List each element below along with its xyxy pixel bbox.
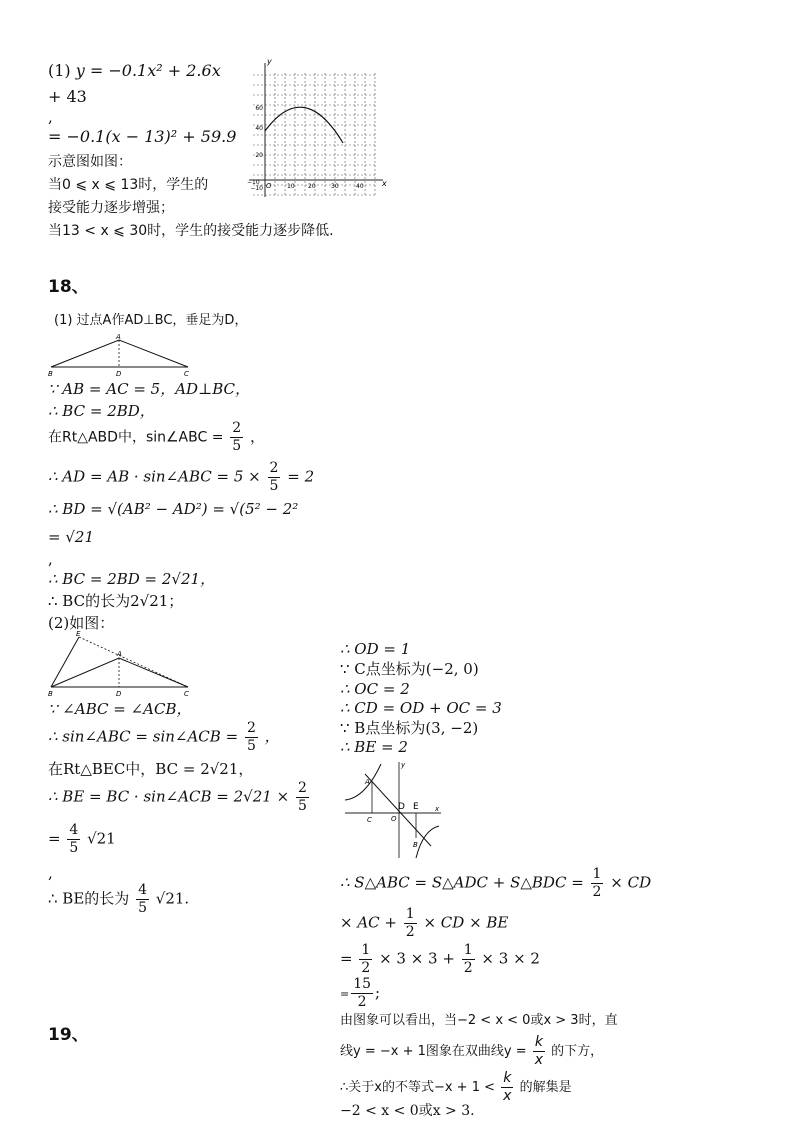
fig3-label-d: D	[398, 802, 405, 812]
text-increase-1: 当0 ⩽ x ⩽ 13时，学生的	[48, 177, 209, 193]
fraction: $\frac{1}{2}$	[592, 866, 602, 900]
fig2-label-d: D	[116, 690, 122, 698]
r-line-1: ∴ OD = 1	[340, 640, 411, 658]
r-line-3: ∴ OC = 2	[340, 680, 410, 698]
p1-line-7: ,	[48, 550, 53, 568]
fig3-label-e: E	[413, 802, 419, 812]
r-line-12: 线y = −x + 1图象在双曲线y = $\frac{k}{x}$ 的下方，	[340, 1034, 604, 1068]
graph-ytick-40: 40	[255, 125, 263, 132]
fig1-label-d: D	[116, 370, 122, 378]
fraction: $\frac{2}{5}$	[246, 720, 256, 754]
fig3-label-c: C	[367, 816, 372, 824]
graph-origin: O	[266, 182, 272, 190]
graph-ytick-20: 20	[255, 152, 263, 159]
p2-line-7: ∴ BE的长为 $\frac{4}{5}$ √21.	[48, 882, 190, 916]
fraction: $\frac{2}{5}$	[297, 780, 307, 814]
graph-ytick-60: 60	[255, 105, 263, 112]
p1-line-2: ∴ BC = 2BD，	[48, 402, 155, 420]
eq-line-4: = −0.1(x − 13)² + 59.9	[48, 127, 237, 146]
p1-line-9: ∴ BC的长为2√21；	[48, 592, 184, 610]
fraction: $\frac{4}{5}$	[69, 822, 79, 856]
hyperbola-graph	[343, 760, 443, 860]
r-line-2: ∵ C点坐标为(−2, 0)	[340, 660, 479, 678]
p1-line-6: = √21	[48, 528, 94, 546]
r-line-4: ∴ CD = OD + OC = 3	[340, 699, 502, 717]
r-line-5: ∵ B点坐标为(3, −2)	[340, 719, 479, 737]
fig3-label-b: B	[413, 841, 418, 849]
p1-intro: (1) 过点A作AD⊥BC，垂足为D，	[54, 313, 248, 328]
r-line-6: ∴ BE = 2	[340, 738, 408, 756]
fig2-label-a: A	[117, 650, 122, 658]
p2-intro: (2)如图：	[48, 614, 115, 632]
p2-line-4: ∴ BE = BC · sin∠ACB = 2√21 × $\frac{2}{5}$	[48, 780, 307, 814]
r-line-11: 由图象可以看出，当−2 < x < 0或x > 3时，直	[340, 1013, 618, 1028]
fig3-hyperbola-branch-1	[345, 764, 381, 800]
p1-line-8: ∴ BC = 2BD = 2√21，	[48, 570, 216, 588]
fraction: $\frac{k}{x}$	[534, 1034, 544, 1068]
fig1-label-b: B	[48, 370, 53, 378]
graph-ytick-neg10: −10	[250, 185, 263, 192]
section-18-heading: 18、	[48, 277, 89, 297]
fig3-label-o: O	[391, 815, 397, 823]
p2-line-1: ∵ ∠ABC = ∠ACB，	[48, 700, 192, 718]
text-increase-2: 接受能力逐步增强；	[48, 200, 174, 216]
graph-xtick-10: 10	[287, 183, 295, 190]
graph-xtick-30: 30	[331, 183, 339, 190]
graph-x-label: x	[382, 179, 387, 188]
p2-line-5: = $\frac{4}{5}$ √21	[48, 822, 116, 856]
triangle-figure-1	[46, 334, 196, 379]
fig1-label-c: C	[184, 370, 189, 378]
fraction: $\frac{1}{2}$	[405, 906, 415, 940]
fraction: $\frac{15}{2}$	[353, 976, 372, 1010]
section-19-heading: 19、	[48, 1025, 89, 1045]
fraction: $\frac{2}{5}$	[232, 420, 242, 454]
fraction: $\frac{k}{x}$	[503, 1070, 512, 1104]
eq-line-2: + 43	[48, 87, 87, 106]
p1-line-3: 在Rt△ABD中，sin∠ABC = $\frac{2}{5}$ ，	[48, 420, 265, 454]
graph-xtick-20: 20	[308, 183, 316, 190]
fraction: $\frac{1}{2}$	[463, 942, 473, 976]
p2-line-3: 在Rt△BEC中，BC = 2√21，	[48, 760, 254, 778]
r-line-9: = $\frac{1}{2}$ × 3 × 3 + $\frac{1}{2}$ × 3 × 2	[340, 942, 540, 976]
text-decrease: 当13 < x ⩽ 30时，学生的接受能力逐步降低.	[48, 223, 334, 239]
fig3-label-y: y	[401, 761, 406, 769]
fig2-label-b: B	[48, 690, 53, 698]
graph-xtick-neg10: −10	[247, 179, 260, 186]
triangle-figure-2	[46, 630, 196, 700]
fig3-label-a: A	[365, 778, 370, 786]
graph-xtick-40: 40	[356, 183, 364, 190]
fig2-label-e: E	[76, 630, 81, 638]
parabola-graph	[243, 55, 393, 200]
fraction: $\frac{4}{5}$	[138, 882, 147, 916]
p2-line-2: ∴ sin∠ABC = sin∠ACB = $\frac{2}{5}$ ，	[48, 720, 280, 754]
fraction: $\frac{1}{2}$	[361, 942, 371, 976]
r-line-7: ∴ S△ABC = S△ADC + S△BDC = $\frac{1}{2}$ × CD	[340, 866, 652, 900]
graph-y-label: y	[267, 57, 272, 66]
p1-line-4: ∴ AD = AB · sin∠ABC = 5 × $\frac{2}{5}$ = 2	[48, 460, 315, 494]
p1-line-1: ∵ AB = AC = 5，AD⊥BC，	[48, 380, 250, 398]
eq-line-3: ,	[48, 108, 53, 126]
fig2-label-c: C	[184, 690, 189, 698]
fig3-label-x: x	[435, 805, 440, 813]
r-line-10: = $\frac{15}{2}$ ;	[340, 976, 381, 1010]
fraction: $\frac{2}{5}$	[269, 460, 279, 494]
fig1-label-a: A	[116, 334, 121, 341]
r-line-13: ∴关于x的不等式−x + 1 < $\frac{k}{x}$ 的解集是	[340, 1070, 572, 1104]
p1-line-5: ∴ BD = √(AB² − AD²) = √(5² − 2²	[48, 500, 299, 518]
parabola-curve	[265, 107, 343, 143]
eq-line-1: (1) y = −0.1x² + 2.6x	[48, 61, 221, 80]
text-diagram-intro: 示意图如图：	[48, 154, 132, 170]
r-line-8: × AC + $\frac{1}{2}$ × CD × BE	[340, 906, 509, 940]
r-line-14: −2 < x < 0或x > 3.	[340, 1103, 475, 1119]
p2-line-6: ,	[48, 864, 53, 882]
